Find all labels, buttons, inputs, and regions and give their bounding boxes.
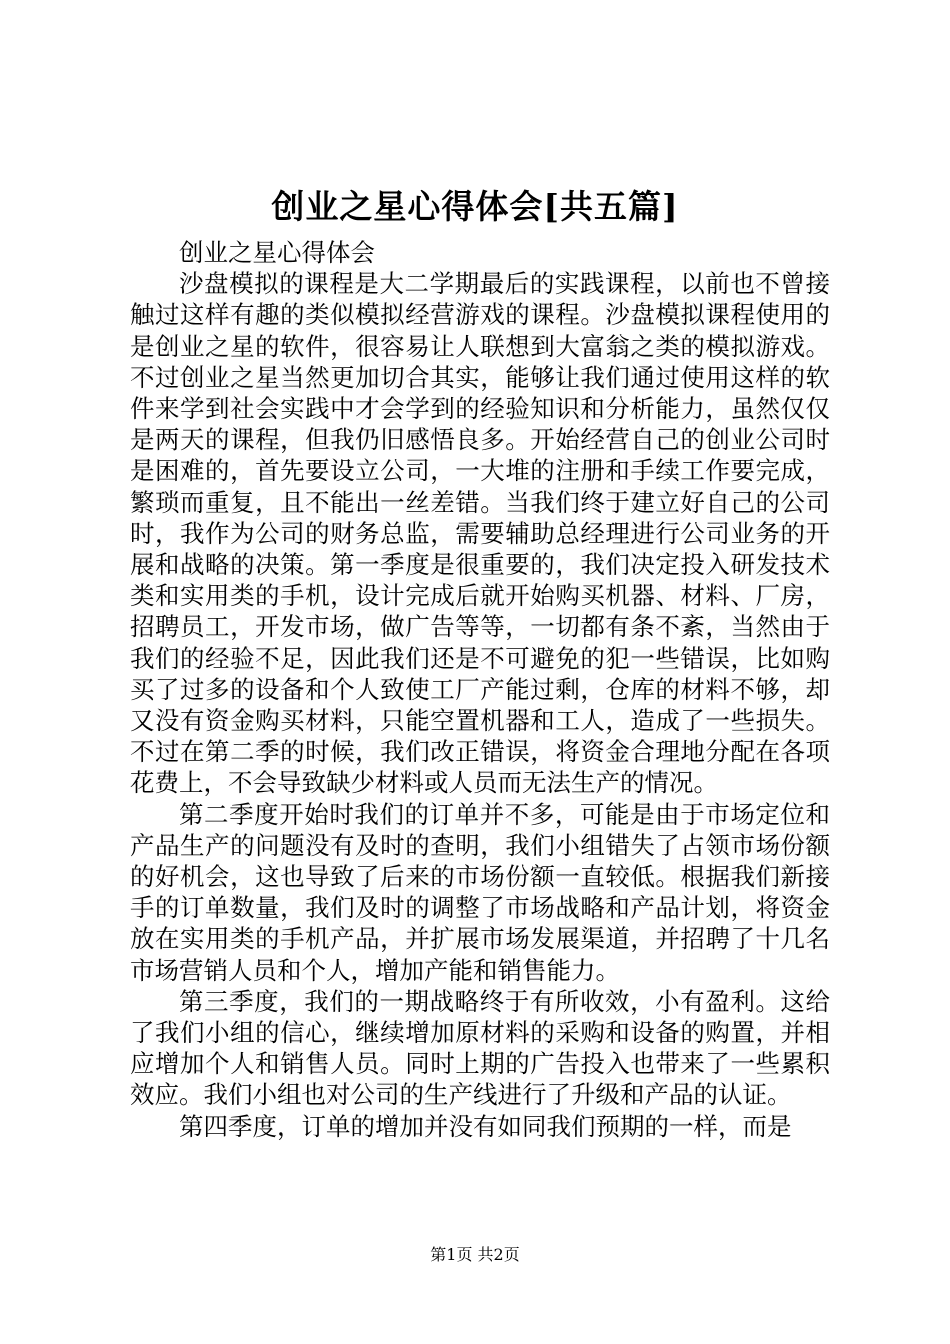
paragraph: 第二季度开始时我们的订单并不多，可能是由于市场定位和产品生产的问题没有及时的查明，我们小组错失了占领市场份额的好机会，这也导致了后来的市场份额一直较低。根据我们新接手的订单数量，我们及时的调整了市场战略和产品计划，将资金放在实用类的手机产品，并扩展市场发展渠道，并招聘了十几名市场营销人员和个人，增加产能和销售能力。 [130, 799, 830, 985]
document-body [130, 237, 830, 1142]
paragraph: 沙盘模拟的课程是大二学期最后的实践课程，以前也不曾接触过这样有趣的类似模拟经营游戏的课程。沙盘模拟课程使用的是创业之星的软件，很容易让人联想到大富翁之类的模拟游戏。不过创业之星当然更加切合其实，能够让我们通过使用这样的软件来学到社会实践中才会学到的经验知识和分析能力，虽然仅仅是两天的课程，但我仍旧感悟良多。开始经营自己的创业公司时是困难的，首先要设立公司，一大堆的注册和手续工作要完成，繁琐而重复，且不能出一丝差错。当我们终于建立好自己的公司时，我作为公司的财务总监，需要辅助总经理进行公司业务的开展和战略的决策。第一季度是很重要的，我们决定投入研发技术类和实用类的手机，设计完成后就开始购买机器、材料、厂房，招聘员工，开发市场，做广告等等，一切都有条不紊，当然由于我们的经验不足，因此我们还是不可避免的犯一些错误，比如购买了过多的设备和个人致使工厂产能过剩，仓库的材料不够，却又没有资金购买材料，只能空置机器和工人，造成了一些损失。不过在第二季的时候，我们改正错误，将资金合理地分配在各项花费上，不会导致缺少材料或人员而无法生产的情况。 [130, 269, 830, 798]
document-title: 创业之星心得体会[共五篇] [271, 187, 679, 226]
paragraph: 第四季度，订单的增加并没有如同我们预期的一样，而是 [179, 1111, 792, 1141]
document-subtitle: 创业之星心得体会 [179, 238, 375, 267]
paragraph: 第三季度，我们的一期战略终于有所收效，小有盈利。这给了我们小组的信心，继续增加原材料的采购和设备的购置，并相应增加个人和销售人员。同时上期的广告投入也带来了一些累积效应。我们小组也对公司的生产线进行了升级和产品的认证。 [130, 986, 830, 1110]
page-number-footer: 第1页 共2页 [430, 1245, 520, 1264]
